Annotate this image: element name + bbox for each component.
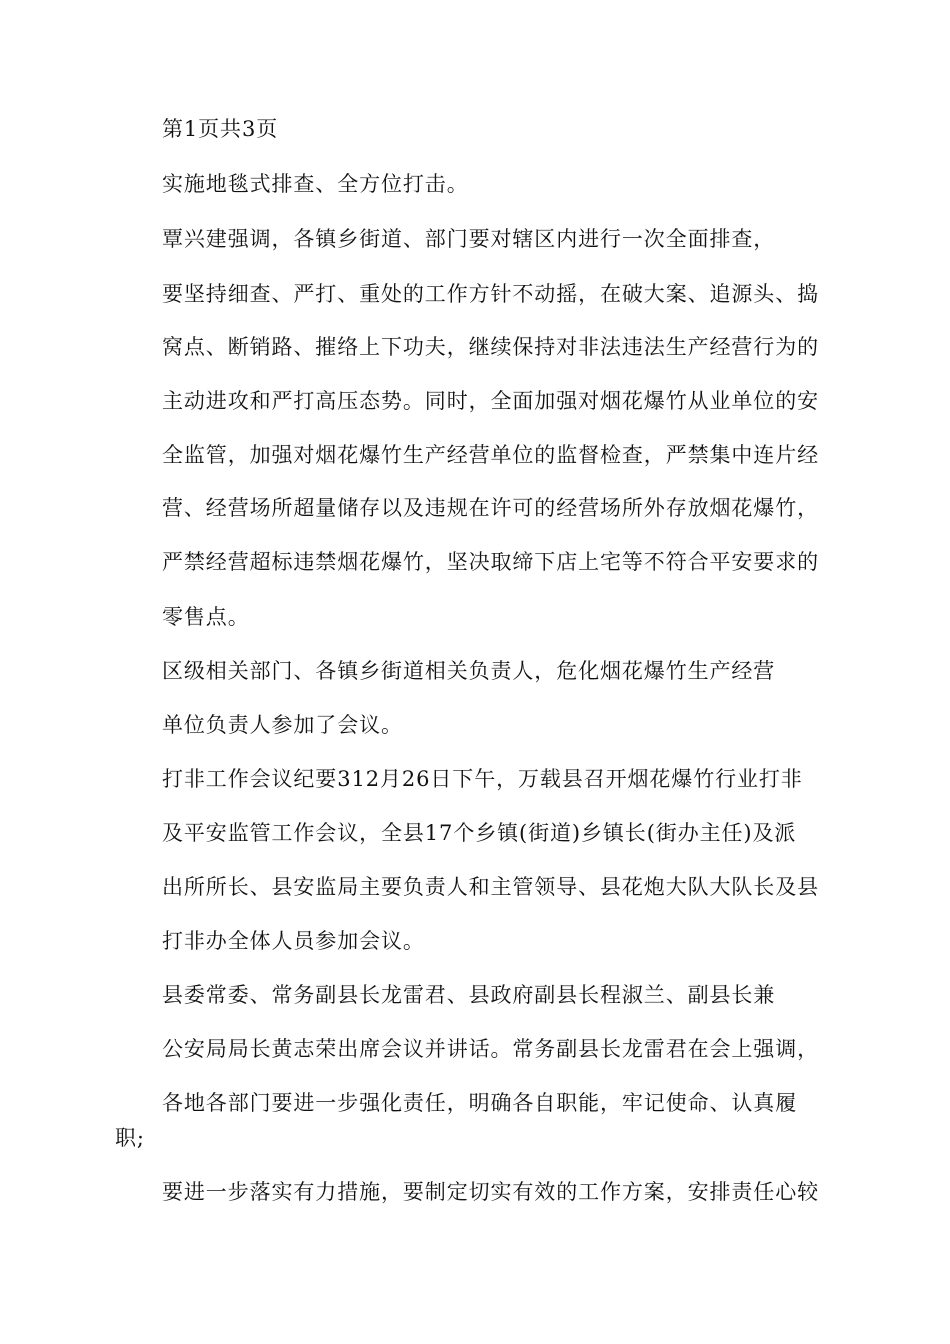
paragraph-line: 实施地毯式排查、全方位打击。 <box>162 172 469 196</box>
paragraph-line: 零售点。 <box>162 605 250 629</box>
paragraph-line: 各地各部门要进一步强化责任，明确各自职能，牢记使命、认真履 <box>162 1091 798 1115</box>
paragraph-line: 覃兴建强调，各镇乡街道、部门要对辖区内进行一次全面排查， <box>162 227 776 251</box>
paragraph-line: 区级相关部门、各镇乡街道相关负责人，危化烟花爆竹生产经营 <box>162 659 776 683</box>
paragraph-line: 及平安监管工作会议，全县17个乡镇(街道)乡镇长(街办主任)及派 <box>162 821 797 845</box>
paragraph-line: 窝点、断销路、摧络上下功夫，继续保持对非法违法生产经营行为的 <box>162 335 819 359</box>
paragraph-line: 打非工作会议纪要312月26日下午，万载县召开烟花爆竹行业打非 <box>162 767 803 791</box>
paragraph-line: 主动进攻和严打高压态势。同时，全面加强对烟花爆竹从业单位的安 <box>162 389 819 413</box>
page-indicator: 第1页共3页 <box>162 117 279 141</box>
paragraph-line: 全监管，加强对烟花爆竹生产经营单位的监督检查，严禁集中连片经 <box>162 443 819 467</box>
paragraph-line: 营、经营场所超量储存以及违规在许可的经营场所外存放烟花爆竹， <box>162 496 819 520</box>
paragraph-line: 公安局局长黄志荣出席会议并讲话。常务副县长龙雷君在会上强调， <box>162 1037 819 1061</box>
paragraph-line: 职; <box>115 1126 145 1150</box>
paragraph-line: 出所所长、县安监局主要负责人和主管领导、县花炮大队大队长及县 <box>162 875 819 899</box>
paragraph-line: 单位负责人参加了会议。 <box>162 713 403 737</box>
paragraph-line: 要进一步落实有力措施，要制定切实有效的工作方案，安排责任心较 <box>162 1180 819 1204</box>
paragraph-line: 县委常委、常务副县长龙雷君、县政府副县长程淑兰、副县长兼 <box>162 983 776 1007</box>
paragraph-line: 严禁经营超标违禁烟花爆竹，坚决取缔下店上宅等不符合平安要求的 <box>162 550 819 574</box>
paragraph-line: 要坚持细查、严打、重处的工作方针不动摇，在破大案、追源头、捣 <box>162 282 819 306</box>
paragraph-line: 打非办全体人员参加会议。 <box>162 929 425 953</box>
